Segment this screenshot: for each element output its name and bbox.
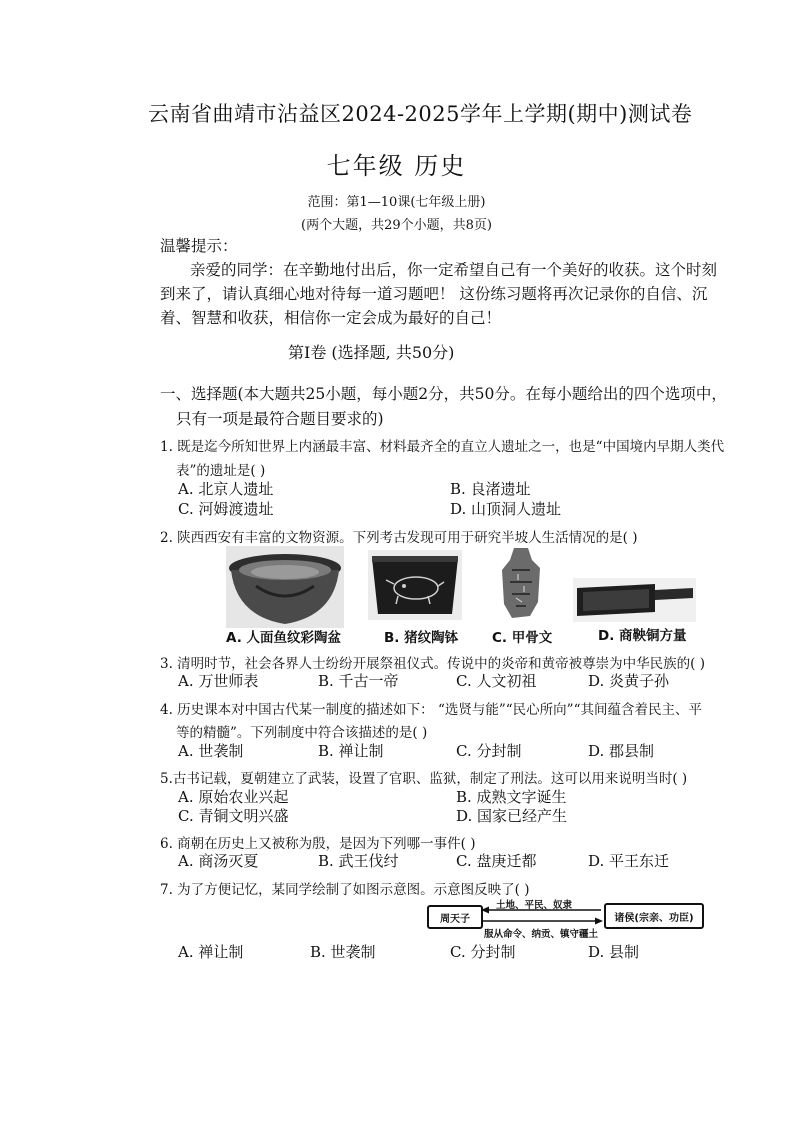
section-title: 第Ⅰ卷 (选择题, 共50分) (288, 343, 455, 362)
exam-title: 云南省曲靖市沾益区2024-2025学年上学期(期中)测试卷 (148, 102, 693, 126)
diagram-box-zhou-king: 周天子 (427, 905, 483, 929)
tips-heading: 温馨提示： (160, 237, 238, 255)
option-b[interactable]: B. 成熟文字诞生 (456, 788, 567, 806)
question-stem: 等的精髓”。下列制度中符合该描述的是( ) (176, 725, 428, 741)
bronze-measure-image (573, 578, 696, 622)
exam-info: (两个大题，共29个小题，共8页) (301, 218, 492, 233)
tips-line: 到来了，请认真细心地对待每一道习题吧！ 这份练习题将再次记录你的自信、沉 (160, 285, 708, 303)
option-c[interactable]: C. 盘庚迁都 (456, 852, 537, 870)
question-stem: 1. 既是迄今所知世界上内涵最丰富、材料最齐全的直立人遗址之一，也是“中国境内早期人类代 (160, 439, 725, 455)
image-caption-b[interactable]: B. 猪纹陶钵 (384, 630, 459, 646)
option-b[interactable]: B. 武王伐纣 (318, 852, 399, 870)
diagram-arrows (481, 906, 603, 926)
question-stem: 4. 历史课本对中国古代某一制度的描述如下： “选贤与能”“民心所向”“其间蕴含着民主、平 (160, 702, 702, 718)
option-c[interactable]: C. 青铜文明兴盛 (178, 807, 289, 825)
option-a[interactable]: A. 北京人遗址 (178, 480, 274, 498)
option-d[interactable]: D. 炎黄子孙 (588, 672, 670, 690)
exam-scope: 范围：第1—10课(七年级上册) (307, 195, 486, 210)
option-b[interactable]: B. 禅让制 (318, 742, 384, 760)
option-d[interactable]: D. 平王东迁 (588, 852, 670, 870)
question-stem: 7. 为了方便记忆，某同学绘制了如图示意图。示意图反映了( ) (160, 882, 530, 898)
question-stem: 2. 陕西西安有丰富的文物资源。下列考古发现可用于研究半坡人生活情况的是( ) (160, 530, 638, 546)
section-instruction: 一、选择题(本大题共25小题，每小题2分，共50分。在每小题给出的四个选项中， (160, 385, 727, 403)
section-instruction: 只有一项是最符合题目要求的) (176, 410, 384, 428)
option-c[interactable]: C. 分封制 (456, 742, 522, 760)
option-d[interactable]: D. 国家已经产生 (456, 807, 568, 825)
option-c[interactable]: C. 人文初祖 (456, 672, 537, 690)
question-stem: 表”的遗址是( ) (176, 463, 266, 479)
pig-pattern-pottery-image (368, 550, 462, 620)
image-caption-c[interactable]: C. 甲骨文 (492, 630, 553, 646)
option-a[interactable]: A. 商汤灭夏 (178, 852, 259, 870)
image-caption-d[interactable]: D. 商鞅铜方量 (598, 628, 687, 644)
exam-subtitle: 七年级 历史 (326, 152, 467, 180)
diagram-label-top: 土地、平民、奴隶 (496, 900, 573, 911)
question-stem: 3. 清明时节，社会各界人士纷纷开展祭祖仪式。传说中的炎帝和黄帝被尊崇为中华民族的( ) (160, 656, 705, 672)
option-b[interactable]: B. 千古一帝 (318, 672, 399, 690)
option-a[interactable]: A. 世袭制 (178, 742, 244, 760)
question-stem: 5.古书记载，夏朝建立了武装，设置了官职、监狱，制定了刑法。这可以用来说明当时( ) (160, 771, 688, 787)
option-c[interactable]: C. 河姆渡遗址 (178, 500, 274, 518)
option-d[interactable]: D. 郡县制 (588, 742, 655, 760)
option-a[interactable]: A. 原始农业兴起 (178, 788, 289, 806)
diagram-label-bottom: 服从命令、纳贡、镇守疆土 (484, 929, 599, 940)
option-d[interactable]: D. 山顶洞人遗址 (450, 500, 562, 518)
option-b[interactable]: B. 世袭制 (310, 943, 376, 961)
question-stem: 6. 商朝在历史上又被称为殷，是因为下列哪一事件( ) (160, 836, 476, 852)
diagram-box-vassals: 诸侯(宗亲、功臣) (604, 903, 704, 929)
tips-line: 着、智慧和收获，相信你一定会成为最好的自己！ (160, 309, 502, 327)
image-caption-a[interactable]: A. 人面鱼纹彩陶盆 (226, 630, 342, 646)
option-a[interactable]: A. 禅让制 (178, 943, 244, 961)
option-a[interactable]: A. 万世师表 (178, 672, 259, 690)
tips-line: 亲爱的同学：在辛勤地付出后，你一定希望自己有一个美好的收获。这个时刻 (190, 261, 718, 279)
option-c[interactable]: C. 分封制 (450, 943, 516, 961)
oracle-bone-image (496, 546, 546, 622)
painted-pottery-basin-image (226, 546, 344, 628)
option-d[interactable]: D. 县制 (588, 943, 640, 961)
option-b[interactable]: B. 良渚遗址 (450, 480, 531, 498)
